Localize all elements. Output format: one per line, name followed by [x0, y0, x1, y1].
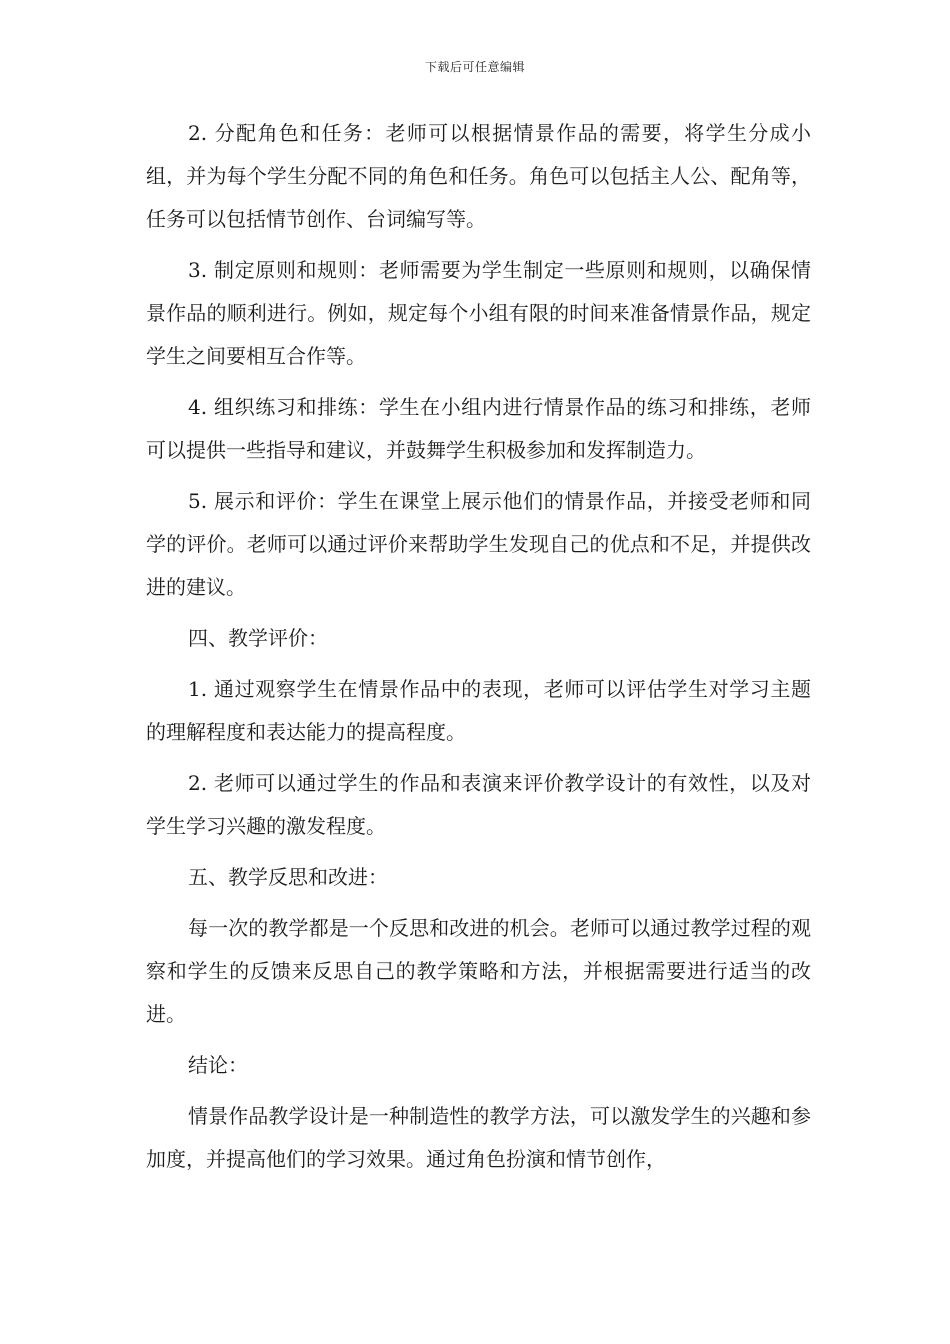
section-heading-conclusion: 结论：	[188, 1053, 248, 1077]
paragraph-reflection: 每一次的教学都是一个反思和改进的机会。老师可以通过教学过程的观察和学生的反馈来反思自己的教学策略和方法，并根据需要进行适当的改进。	[146, 916, 811, 1026]
paragraph-presentation: 5. 展示和评价：学生在课堂上展示他们的情景作品，并接受老师和同学的评价。老师可以通过评价来帮助学生发现自己的优点和不足，并提供改进的建议。	[146, 489, 811, 599]
document-body	[146, 112, 811, 1189]
section-heading-reflection: 五、教学反思和改进：	[188, 865, 388, 889]
section-heading-evaluation: 四、教学评价：	[188, 626, 328, 650]
paragraph-assign-roles: 2. 分配角色和任务：老师可以根据情景作品的需要，将学生分成小组，并为每个学生分配不同的角色和任务。角色可以包括主人公、配角等，任务可以包括情节创作、台词编写等。	[146, 121, 811, 231]
paragraph-evaluation-2: 2. 老师可以通过学生的作品和表演来评价教学设计的有效性，以及对学生学习兴趣的激发程度。	[146, 771, 811, 838]
page-header-note: 下载后可任意编辑	[424, 60, 525, 74]
paragraph-rules: 3. 制定原则和规则：老师需要为学生制定一些原则和规则，以确保情景作品的顺利进行。例如，规定每个小组有限的时间来准备情景作品，规定学生之间要相互合作等。	[146, 258, 811, 368]
paragraph-practice: 4. 组织练习和排练：学生在小组内进行情景作品的练习和排练，老师可以提供一些指导和建议，并鼓舞学生积极参加和发挥制造力。	[146, 395, 811, 462]
paragraph-evaluation-1: 1. 通过观察学生在情景作品中的表现，老师可以评估学生对学习主题的理解程度和表达能力的提高程度。	[146, 677, 811, 744]
paragraph-conclusion: 情景作品教学设计是一种制造性的教学方法，可以激发学生的兴趣和参加度，并提高他们的学习效果。通过角色扮演和情节创作，	[146, 1104, 811, 1171]
